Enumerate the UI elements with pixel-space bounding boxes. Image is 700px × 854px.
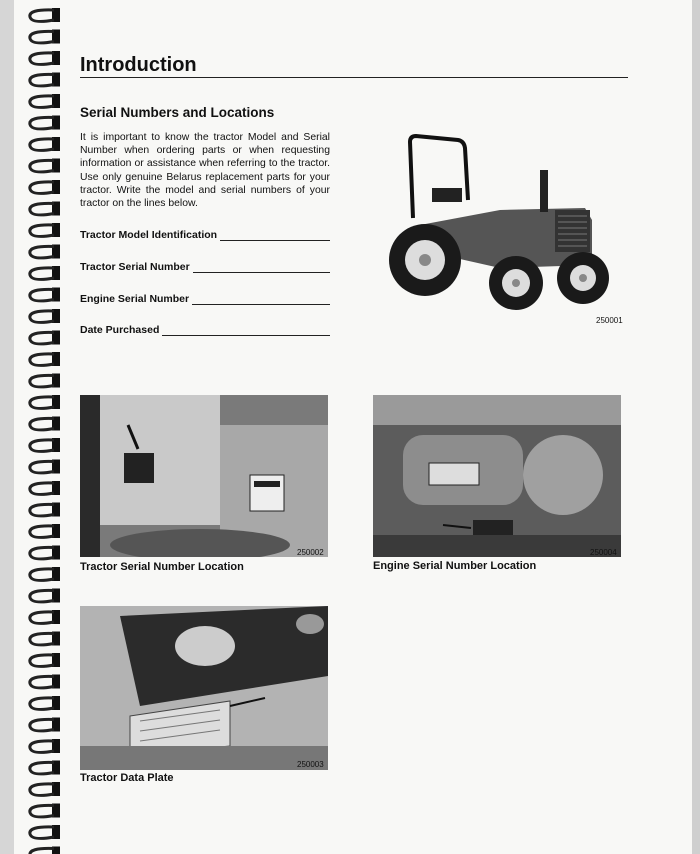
page-title: Introduction xyxy=(80,54,197,76)
binding-coil xyxy=(30,96,54,108)
data-plate-photo xyxy=(80,606,328,770)
binding-coil xyxy=(30,483,54,495)
figure-caption: Engine Serial Number Location xyxy=(373,560,537,572)
binding-coil xyxy=(30,590,54,602)
binding-coil xyxy=(30,139,54,151)
binding-coil xyxy=(30,74,54,86)
figure-caption: Tractor Data Plate xyxy=(80,772,174,784)
binding-coil xyxy=(30,827,54,839)
binding-coil xyxy=(30,225,54,237)
fill-in-line[interactable] xyxy=(193,269,330,273)
page-edge xyxy=(0,0,14,854)
binding-coil xyxy=(30,526,54,538)
date-purchased-field[interactable] xyxy=(80,322,330,336)
binding-coil xyxy=(30,805,54,817)
binding-coil xyxy=(30,633,54,645)
tractor-serial-location-photo xyxy=(80,395,328,557)
binding-coil xyxy=(30,569,54,581)
binding-coil xyxy=(30,676,54,688)
field-label: Tractor Model Identification xyxy=(80,229,218,241)
binding-coil xyxy=(30,848,54,854)
binding-coil xyxy=(30,547,54,559)
binding-coil xyxy=(30,203,54,215)
spiral-binding xyxy=(24,0,64,854)
binding-coil xyxy=(30,418,54,430)
binding-coil xyxy=(30,160,54,172)
binding-coil xyxy=(30,762,54,774)
figure-code: 250003 xyxy=(297,760,324,769)
binding-coil xyxy=(30,440,54,452)
intro-paragraph: It is important to know the tractor Model and Serial Number when ordering parts or when requesting information or assistance when referring to the tractor. Use only genuine Belarus replacement parts for your tractor. Write the model and serial numbers of your tractor on the lines below. xyxy=(80,132,330,210)
binding-coil xyxy=(30,784,54,796)
title-rule xyxy=(80,77,628,78)
field-label: Tractor Serial Number xyxy=(80,261,190,273)
model-identification-field[interactable] xyxy=(80,227,330,241)
binding-coil xyxy=(30,375,54,387)
binding-coil xyxy=(30,311,54,323)
binding-coil xyxy=(30,698,54,710)
binding-coil xyxy=(30,612,54,624)
field-label: Date Purchased xyxy=(80,324,160,336)
binding-coil xyxy=(30,10,54,22)
binding-coil xyxy=(30,246,54,258)
tractor-serial-field[interactable] xyxy=(80,259,330,273)
tractor-photo xyxy=(380,130,620,315)
binding-coil xyxy=(30,332,54,344)
field-label: Engine Serial Number xyxy=(80,293,190,305)
engine-serial-location-photo xyxy=(373,395,621,557)
binding-coil xyxy=(30,289,54,301)
binding-coil xyxy=(30,741,54,753)
binding-coil xyxy=(30,504,54,516)
binding-coil xyxy=(30,354,54,366)
binding-coil xyxy=(30,268,54,280)
figure-code: 250002 xyxy=(297,548,324,557)
fill-in-line[interactable] xyxy=(192,301,330,305)
engine-serial-field[interactable] xyxy=(80,291,330,305)
binding-coil xyxy=(30,719,54,731)
fill-in-line[interactable] xyxy=(162,332,330,336)
binding-coil xyxy=(30,31,54,43)
binding-coil xyxy=(30,397,54,409)
binding-coil xyxy=(30,182,54,194)
binding-coil xyxy=(30,117,54,129)
figure-code: 250001 xyxy=(596,316,623,325)
section-title: Serial Numbers and Locations xyxy=(80,105,275,120)
figure-caption: Tractor Serial Number Location xyxy=(80,561,244,573)
fill-in-line[interactable] xyxy=(220,237,330,241)
binding-coil xyxy=(30,655,54,667)
binding-coil xyxy=(30,461,54,473)
binding-coil xyxy=(30,53,54,65)
figure-code: 250004 xyxy=(590,548,617,557)
